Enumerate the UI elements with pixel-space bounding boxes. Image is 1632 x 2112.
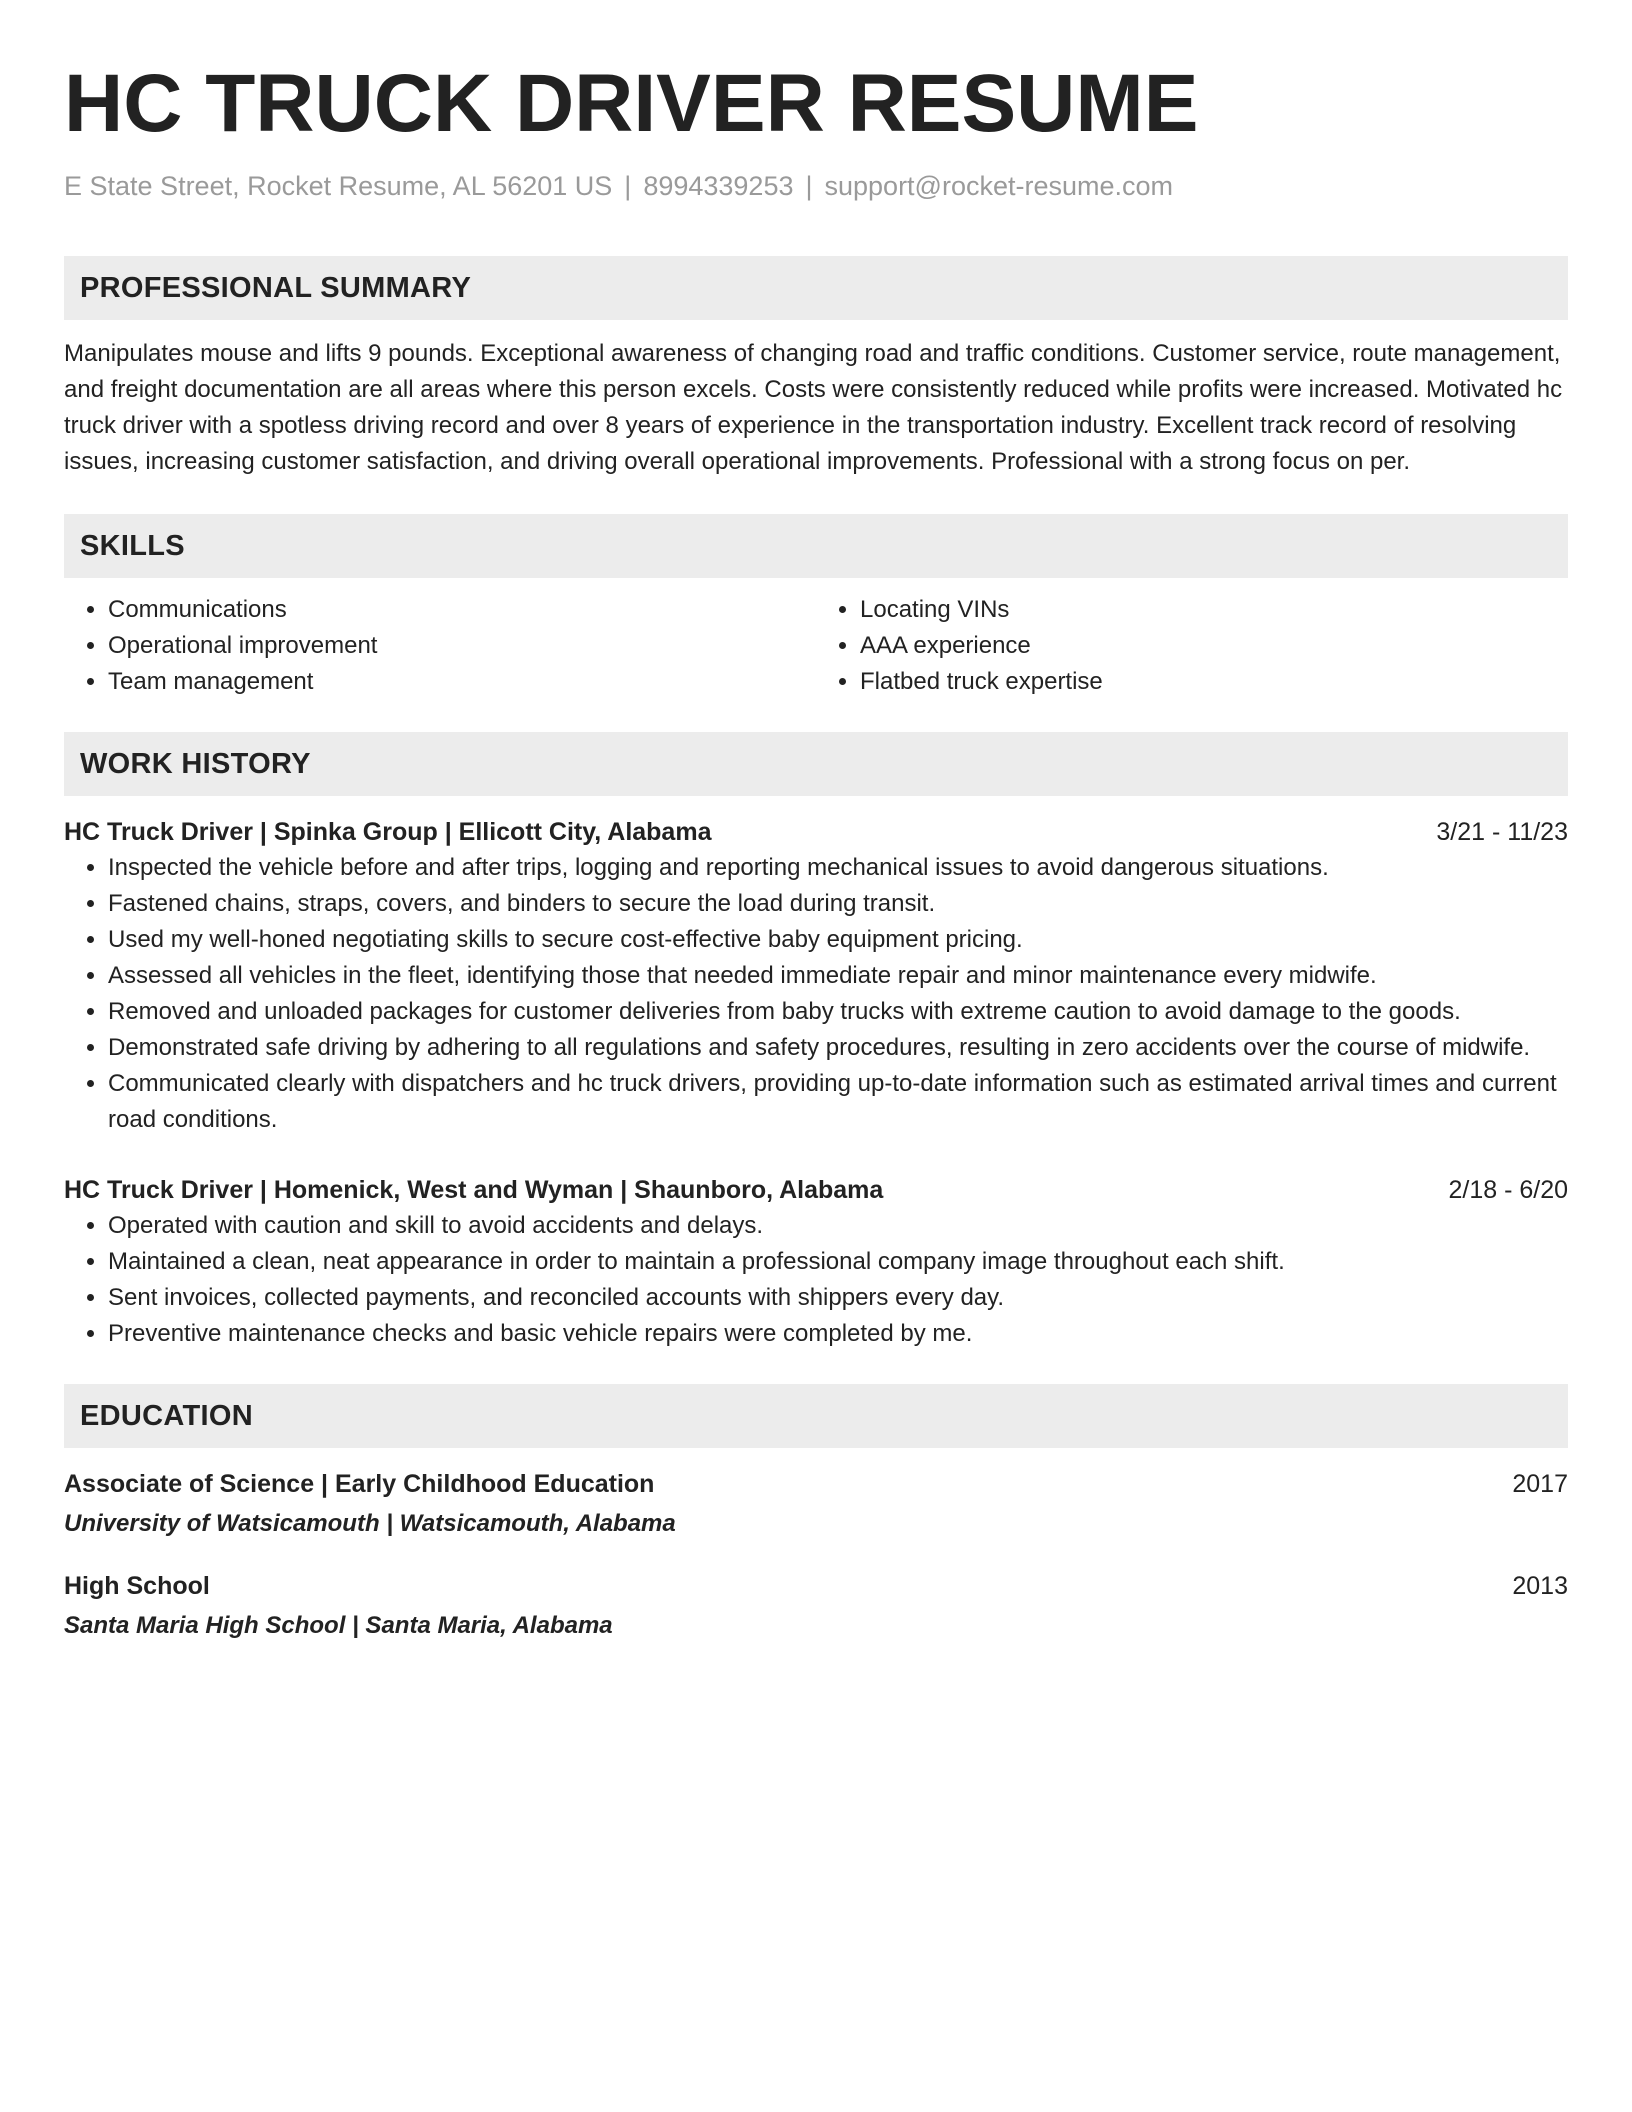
summary-heading: PROFESSIONAL SUMMARY [64, 256, 1568, 320]
job-duty: • Maintained a clean, neat appearance in order to maintain a professional company image throughout each shift. [108, 1244, 1568, 1280]
work-heading: WORK HISTORY [64, 732, 1568, 796]
education-entry-header [64, 1568, 1568, 1604]
skill-item: • Locating VINs [860, 592, 1568, 628]
contact-separator: | [805, 171, 813, 201]
skills-column-right [816, 592, 1568, 700]
job-duty: • Assessed all vehicles in the fleet, identifying those that needed immediate repair and minor maintenance every midwife. [108, 958, 1568, 994]
job-header [64, 814, 1568, 850]
contact-address: E State Street, Rocket Resume, AL 56201 US [64, 171, 613, 201]
contact-separator: | [624, 171, 632, 201]
job-duty: • Preventive maintenance checks and basic vehicle repairs were completed by me. [108, 1316, 1568, 1352]
job-duty: • Removed and unloaded packages for customer deliveries from baby trucks with extreme caution to avoid damage to the goods. [108, 994, 1568, 1030]
education-entry [64, 1466, 1568, 1542]
job-duty: • Inspected the vehicle before and after trips, logging and reporting mechanical issues to avoid dangerous situations. [108, 850, 1568, 886]
job-duty: • Used my well-honed negotiating skills to secure cost-effective baby equipment pricing. [108, 922, 1568, 958]
job-duties [64, 850, 1568, 1138]
education-entry-header [64, 1466, 1568, 1502]
skills-list [64, 592, 1568, 700]
job-duty: • Sent invoices, collected payments, and reconciled accounts with shippers every day. [108, 1280, 1568, 1316]
education-entry [64, 1568, 1568, 1644]
resume-title: HC TRUCK DRIVER RESUME [64, 58, 1199, 149]
job-date: 3/21 - 11/23 [1436, 818, 1568, 846]
contact-phone: 8994339253 [643, 171, 794, 201]
skills-heading: SKILLS [64, 514, 1568, 578]
education-date: 2017 [1512, 1470, 1568, 1498]
job-date: 2/18 - 6/20 [1448, 1176, 1568, 1204]
education-school: Santa Maria High School | Santa Maria, Alabama [64, 1612, 613, 1639]
contact-line [64, 166, 1568, 206]
job-duty: • Operated with caution and skill to avoid accidents and delays. [108, 1208, 1568, 1244]
education-date: 2013 [1512, 1572, 1568, 1600]
summary-text: Manipulates mouse and lifts 9 pounds. Exceptional awareness of changing road and traffic conditions. Customer service, route management, and freight documentation are all areas where this person excels. Costs were consistently reduced while profits were increased. Motivated hc truck driver with a spotless driving record and over 8 years of experience in the transportation industry. Excellent track record of resolving issues, increasing customer satisfaction, and driving overall operational improvements. Professional with a strong focus on per. [64, 340, 1563, 475]
job-duty: • Demonstrated safe driving by adhering to all regulations and safety procedures, resulting in zero accidents over the course of midwife. [108, 1030, 1568, 1066]
skills-column-left [64, 592, 816, 700]
skill-item: • Flatbed truck expertise [860, 664, 1568, 700]
education-heading: EDUCATION [64, 1384, 1568, 1448]
job-duty: • Communicated clearly with dispatchers and hc truck drivers, providing up-to-date information such as estimated arrival times and current road conditions. [108, 1066, 1568, 1138]
education-school: University of Watsicamouth | Watsicamouth, Alabama [64, 1510, 676, 1537]
job-title: HC Truck Driver | Homenick, West and Wyman | Shaunboro, Alabama [64, 1176, 884, 1204]
education-degree: Associate of Science | Early Childhood Education [64, 1470, 655, 1498]
job-duties [64, 1208, 1568, 1352]
skill-item: • Communications [108, 592, 816, 628]
skill-item: • AAA experience [860, 628, 1568, 664]
job-header [64, 1172, 1568, 1208]
contact-email: support@rocket-resume.com [824, 171, 1174, 201]
skill-item: • Operational improvement [108, 628, 816, 664]
skill-item: • Team management [108, 664, 816, 700]
job-title: HC Truck Driver | Spinka Group | Ellicott City, Alabama [64, 818, 712, 846]
education-degree: High School [64, 1572, 210, 1600]
job-duty: • Fastened chains, straps, covers, and binders to secure the load during transit. [108, 886, 1568, 922]
